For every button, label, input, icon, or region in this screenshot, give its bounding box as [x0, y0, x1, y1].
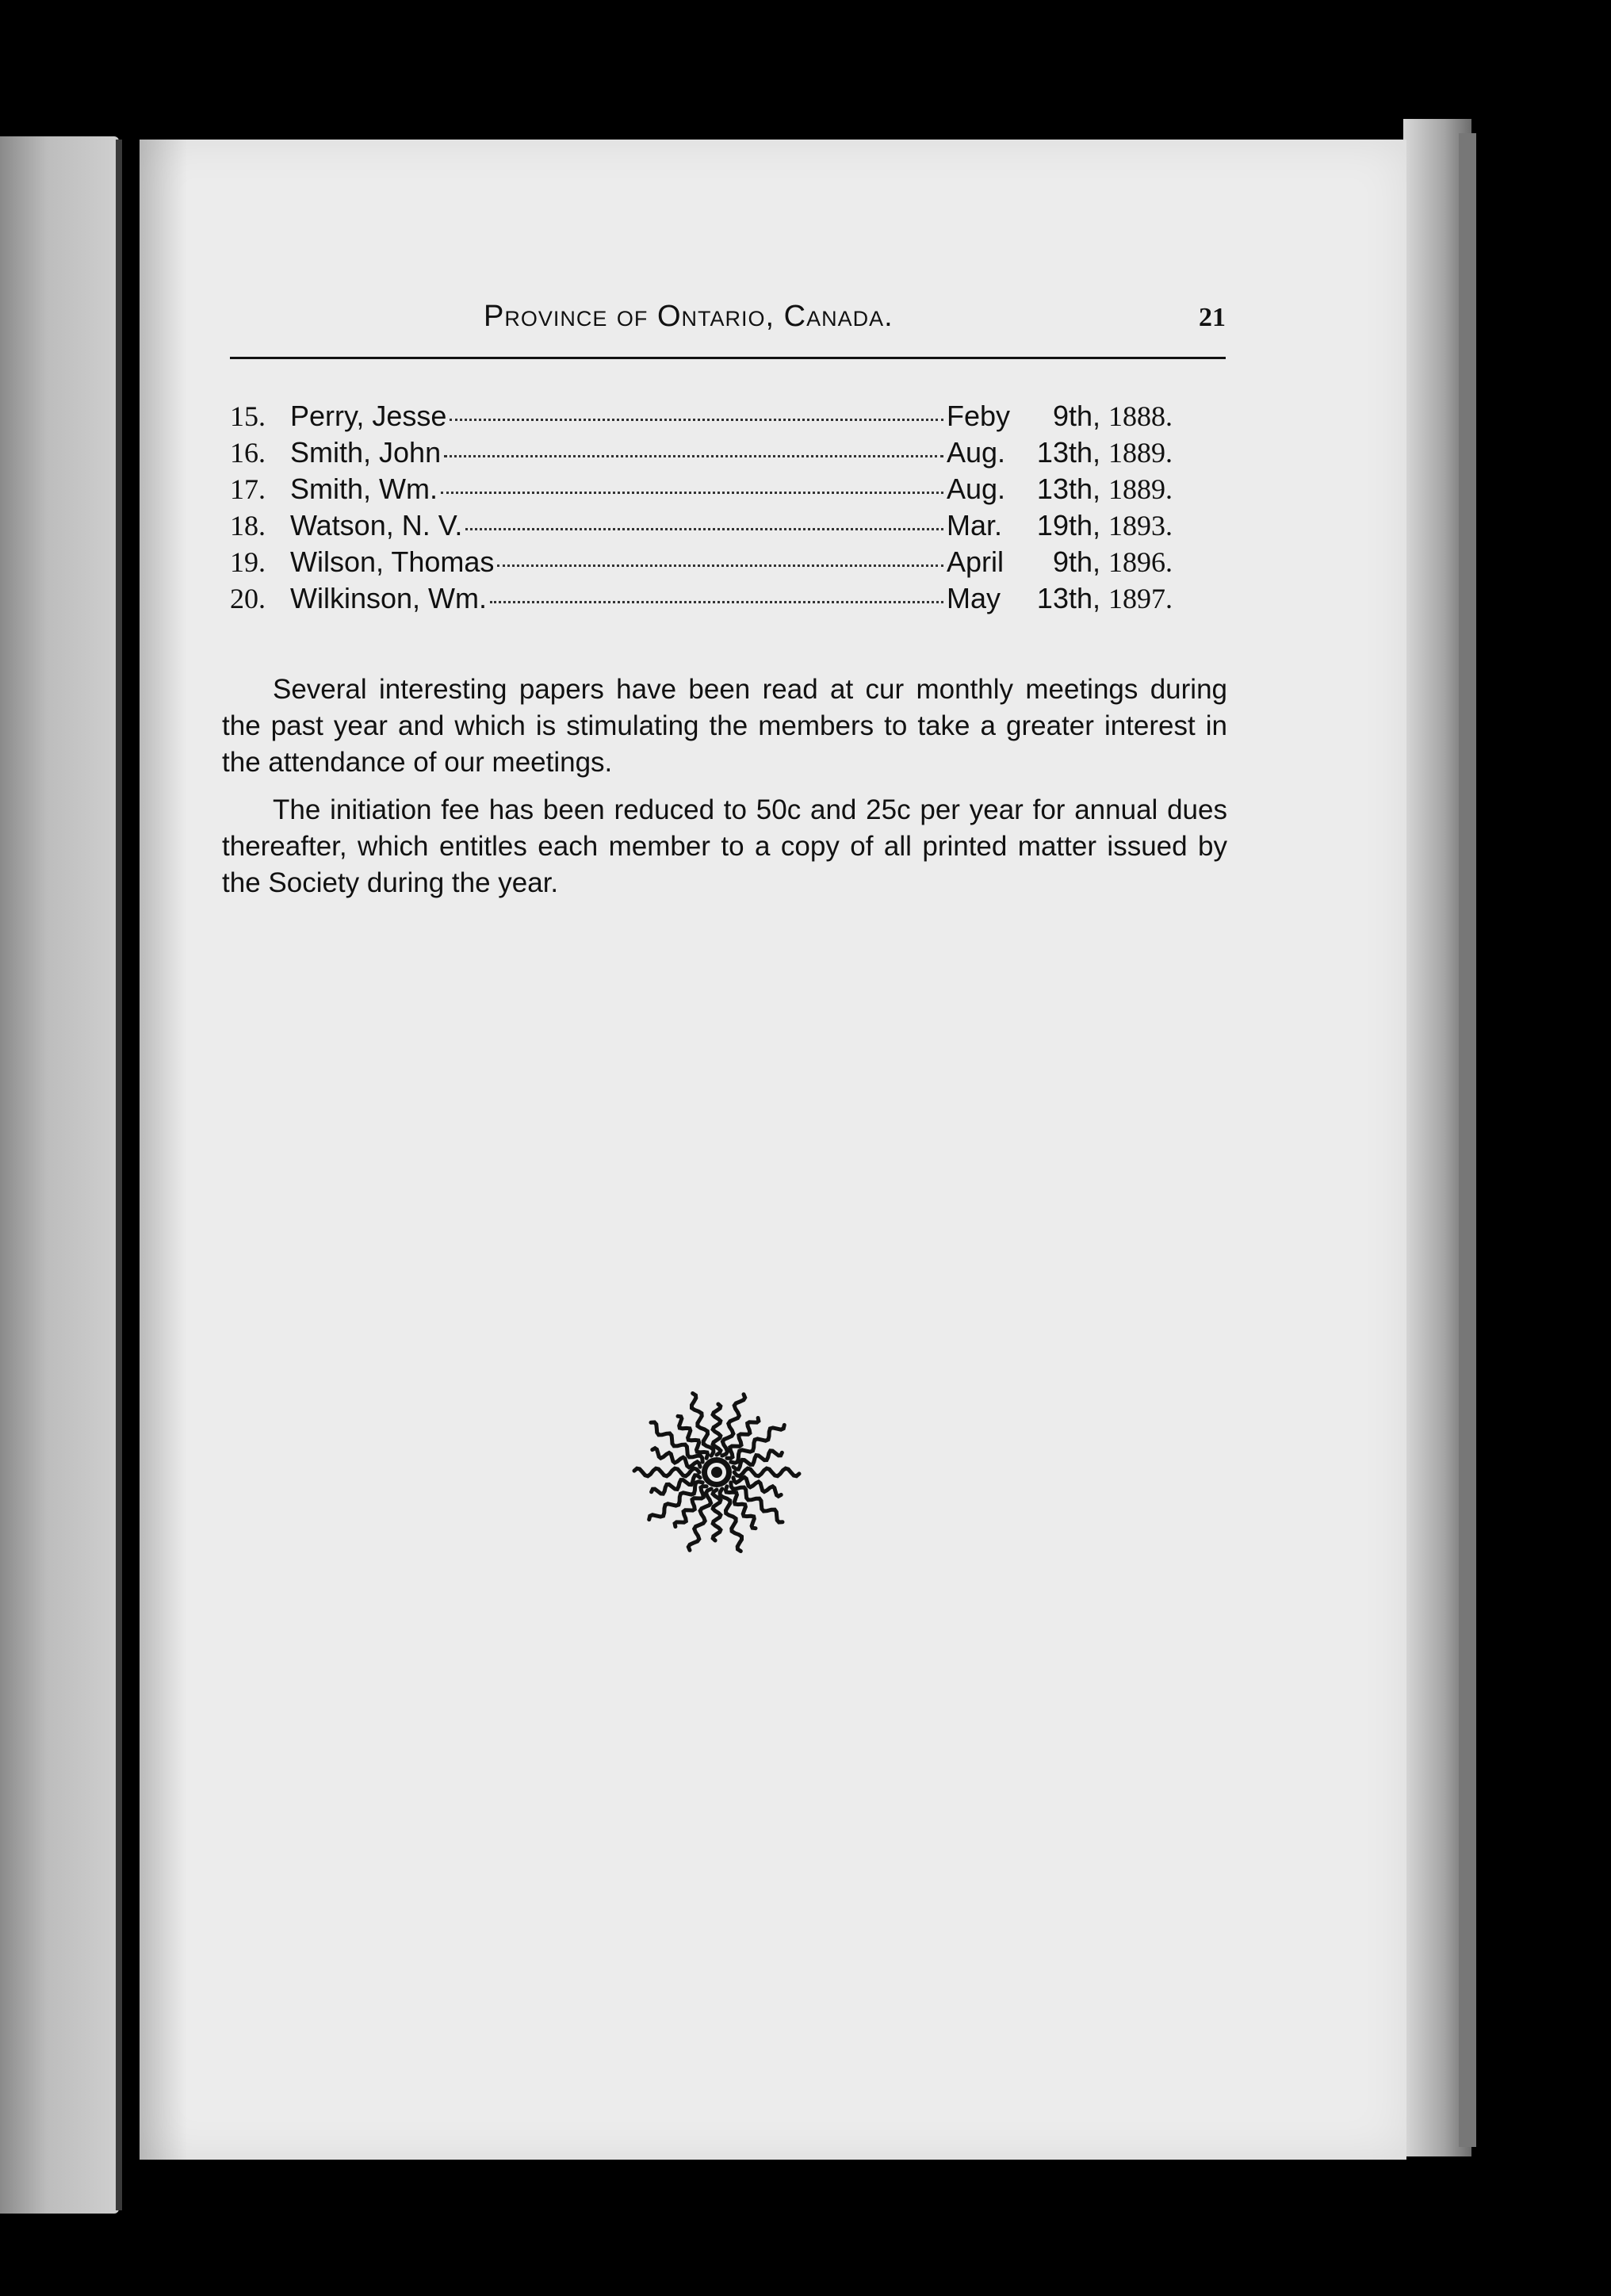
paragraph-meetings: Several interesting papers have been read at cur monthly meetings during the past year and which is stimulating the members to take a greater interest in the attendance of our meetings. [222, 674, 1227, 778]
join-year: 1889. [1108, 473, 1173, 505]
join-month: Aug. [947, 473, 1006, 505]
ornament-ray [713, 1490, 721, 1540]
member-list [230, 398, 1191, 617]
ornament-ray [713, 1404, 721, 1455]
facing-page-edge [0, 136, 119, 2214]
join-day: 9th, [1052, 545, 1100, 578]
list-item [230, 507, 1191, 544]
dot-leader [465, 528, 943, 530]
join-month: Aug. [947, 436, 1006, 469]
page-stack-shadow [1459, 133, 1476, 2147]
dot-leader [490, 601, 943, 603]
dot-leader [497, 564, 943, 567]
running-head: Province of Ontario, Canada. [484, 300, 894, 333]
join-day: 19th, [1036, 509, 1100, 541]
ornament-ray [692, 1394, 714, 1456]
ornament-ray [725, 1487, 756, 1529]
member-name: Smith, John [290, 436, 442, 469]
join-year: 1893. [1108, 510, 1173, 541]
dot-leader [441, 492, 943, 494]
paragraph-fees: The initiation fee has been reduced to 50c and 25c per year for annual dues thereafter, which entitles each member to a copy of all printed matter issued by the Society during the year. [222, 794, 1227, 898]
join-year: 1896. [1108, 546, 1173, 578]
dot-leader [450, 419, 943, 421]
member-name: Smith, Wm. [290, 473, 438, 505]
join-year: 1888. [1108, 400, 1173, 432]
join-month: April [947, 545, 1004, 578]
item-number: 19. [230, 546, 266, 578]
ornament-ray [734, 1468, 799, 1476]
gutter-shadow [140, 140, 187, 2160]
member-name: Watson, N. V. [290, 509, 463, 541]
join-month: May [947, 582, 1001, 614]
sunburst-ornament-icon [631, 1383, 802, 1562]
member-name: Wilkinson, Wm. [290, 582, 488, 614]
join-day: 13th, [1036, 473, 1100, 505]
item-number: 16. [230, 437, 266, 469]
item-number: 18. [230, 510, 266, 541]
ornament-ray [720, 1489, 741, 1552]
item-number: 20. [230, 583, 266, 614]
list-item [230, 471, 1191, 507]
ornament-ray [634, 1468, 699, 1476]
list-item [230, 398, 1191, 434]
member-name: Perry, Jesse [290, 400, 447, 432]
page-number: 21 [1199, 303, 1226, 332]
join-month: Feby [947, 400, 1011, 432]
header-rule [230, 357, 1226, 359]
facing-page-fold [116, 140, 122, 2210]
join-year: 1889. [1108, 437, 1173, 469]
dot-leader [444, 455, 943, 457]
join-day: 13th, [1036, 582, 1100, 614]
join-day: 13th, [1036, 436, 1100, 469]
list-item [230, 434, 1191, 471]
item-number: 15. [230, 400, 266, 432]
member-name: Wilson, Thomas [290, 545, 495, 578]
join-month: Mar. [947, 509, 1003, 541]
join-year: 1897. [1108, 583, 1173, 614]
page-header [230, 295, 1226, 354]
item-number: 17. [230, 473, 266, 505]
ornament-ray [678, 1416, 708, 1458]
join-day: 9th, [1052, 400, 1100, 432]
list-item [230, 544, 1191, 580]
list-item [230, 580, 1191, 617]
